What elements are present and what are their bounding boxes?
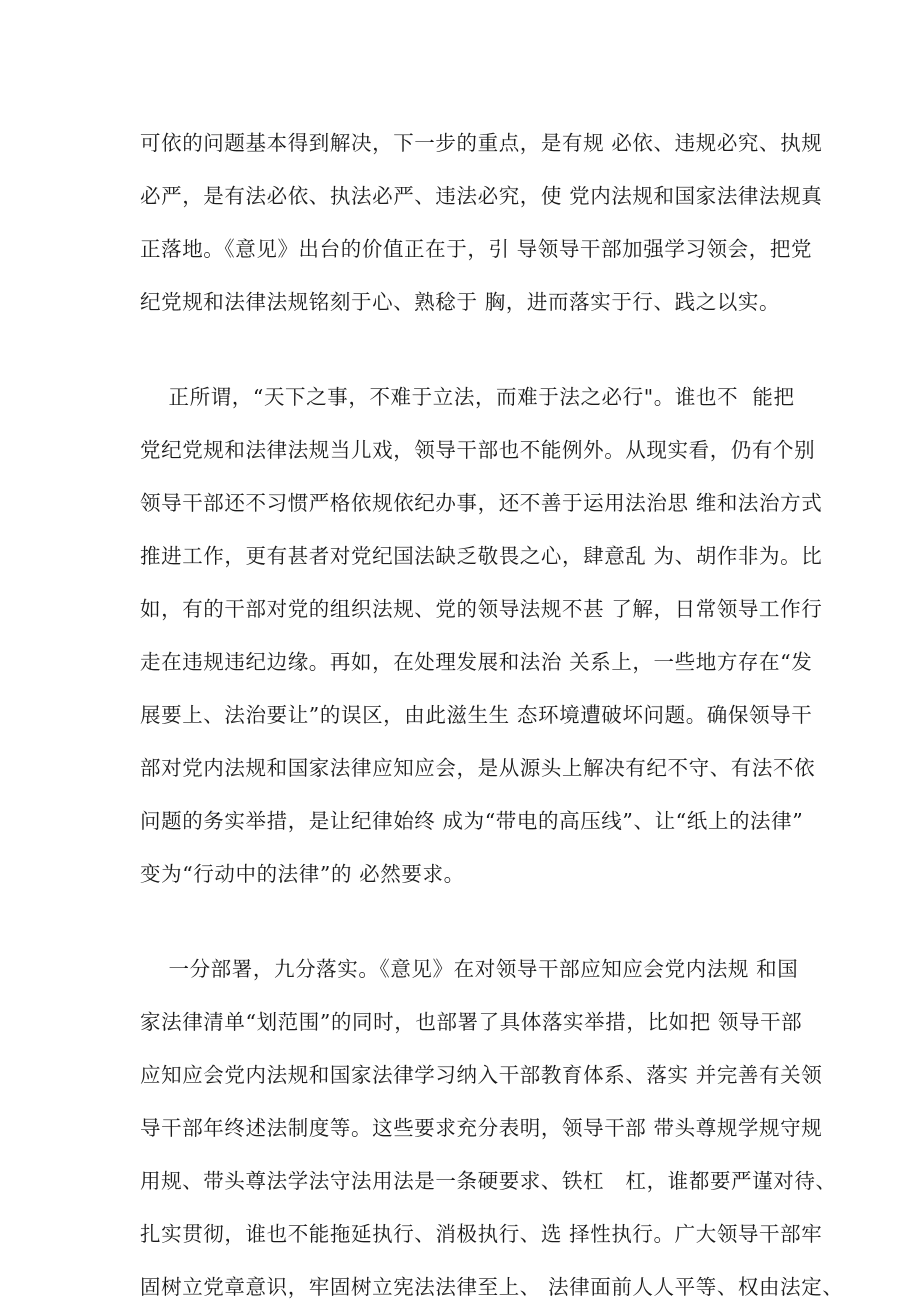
text-line: 扎实贯彻，谁也不能拖延执行、消极执行、选 择性执行。广大领导干部牢 [140, 1222, 823, 1246]
text-line: 推进工作，更有甚者对党纪国法缺乏敬畏之心，肆意乱 为、胡作非为。比 [140, 544, 823, 568]
text-line: 正所谓，“天下之事，不难于立法，而难于法之必行"。谁也不 能把 [140, 385, 795, 409]
text-line: 用规、带头尊法学法守法用法是一条硬要求、铁杠 杠，谁都要严谨对待、 [140, 1169, 837, 1193]
text-line: 问题的务实举措，是让纪律始终 成为“带电的高压线”、让“纸上的法律” [140, 809, 804, 833]
text-line: 正落地。《意见》出台的价值正在于，引 导领导干部加强学习领会，把党 [140, 237, 813, 261]
text-line: 导干部年终述法制度等。这些要求充分表明，领导干部 带头尊规学规守规 [140, 1116, 823, 1140]
text-line: 领导干部还不习惯严格依规依纪办事，还不善于运用法治思 维和法治方式 [140, 491, 823, 515]
text-line: 固树立党章意识，牢固树立宪法法律至上、 法律面前人人平等、权由法定、 [140, 1275, 844, 1299]
text-line: 党纪党规和法律法规当儿戏，领导干部也不能例外。从现实看，仍有个别 [140, 438, 816, 462]
text-line: 必严，是有法必依、执法必严、违法必究，使 党内法规和国家法律法规真 [140, 184, 823, 208]
text-line: 可依的问题基本得到解决，下一步的重点，是有规 必依、违规必究、执规 [140, 131, 823, 155]
text-line: 走在违规违纪边缘。再如，在处理发展和法治 关系上，一些地方存在“发 [140, 650, 813, 674]
text-line: 展要上、法治要让”的误区，由此滋生生 态环境遭破坏问题。确保领导干 [140, 703, 813, 727]
text-line: 纪党规和法律法规铭刻于心、熟稔于 胸，进而落实于行、践之以实。 [140, 290, 781, 314]
text-line: 部对党内法规和国家法律应知应会，是从源头上解决有纪不守、有法不依 [140, 756, 816, 780]
text-line: 一分部署，九分落实。《意见》在对领导干部应知应会党内法规 和国 [140, 957, 799, 981]
text-line: 应知应会党内法规和国家法律学习纳入干部教育体系、落实 并完善有关领 [140, 1063, 823, 1087]
text-line: 家法律清单“划范围”的同时，也部署了具体落实举措，比如把 领导干部 [140, 1010, 803, 1034]
text-line: 如，有的干部对党的组织法规、党的领导法规不甚 了解，日常领导工作行 [140, 597, 823, 621]
text-line: 变为“行动中的法律”的 必然要求。 [140, 862, 465, 886]
